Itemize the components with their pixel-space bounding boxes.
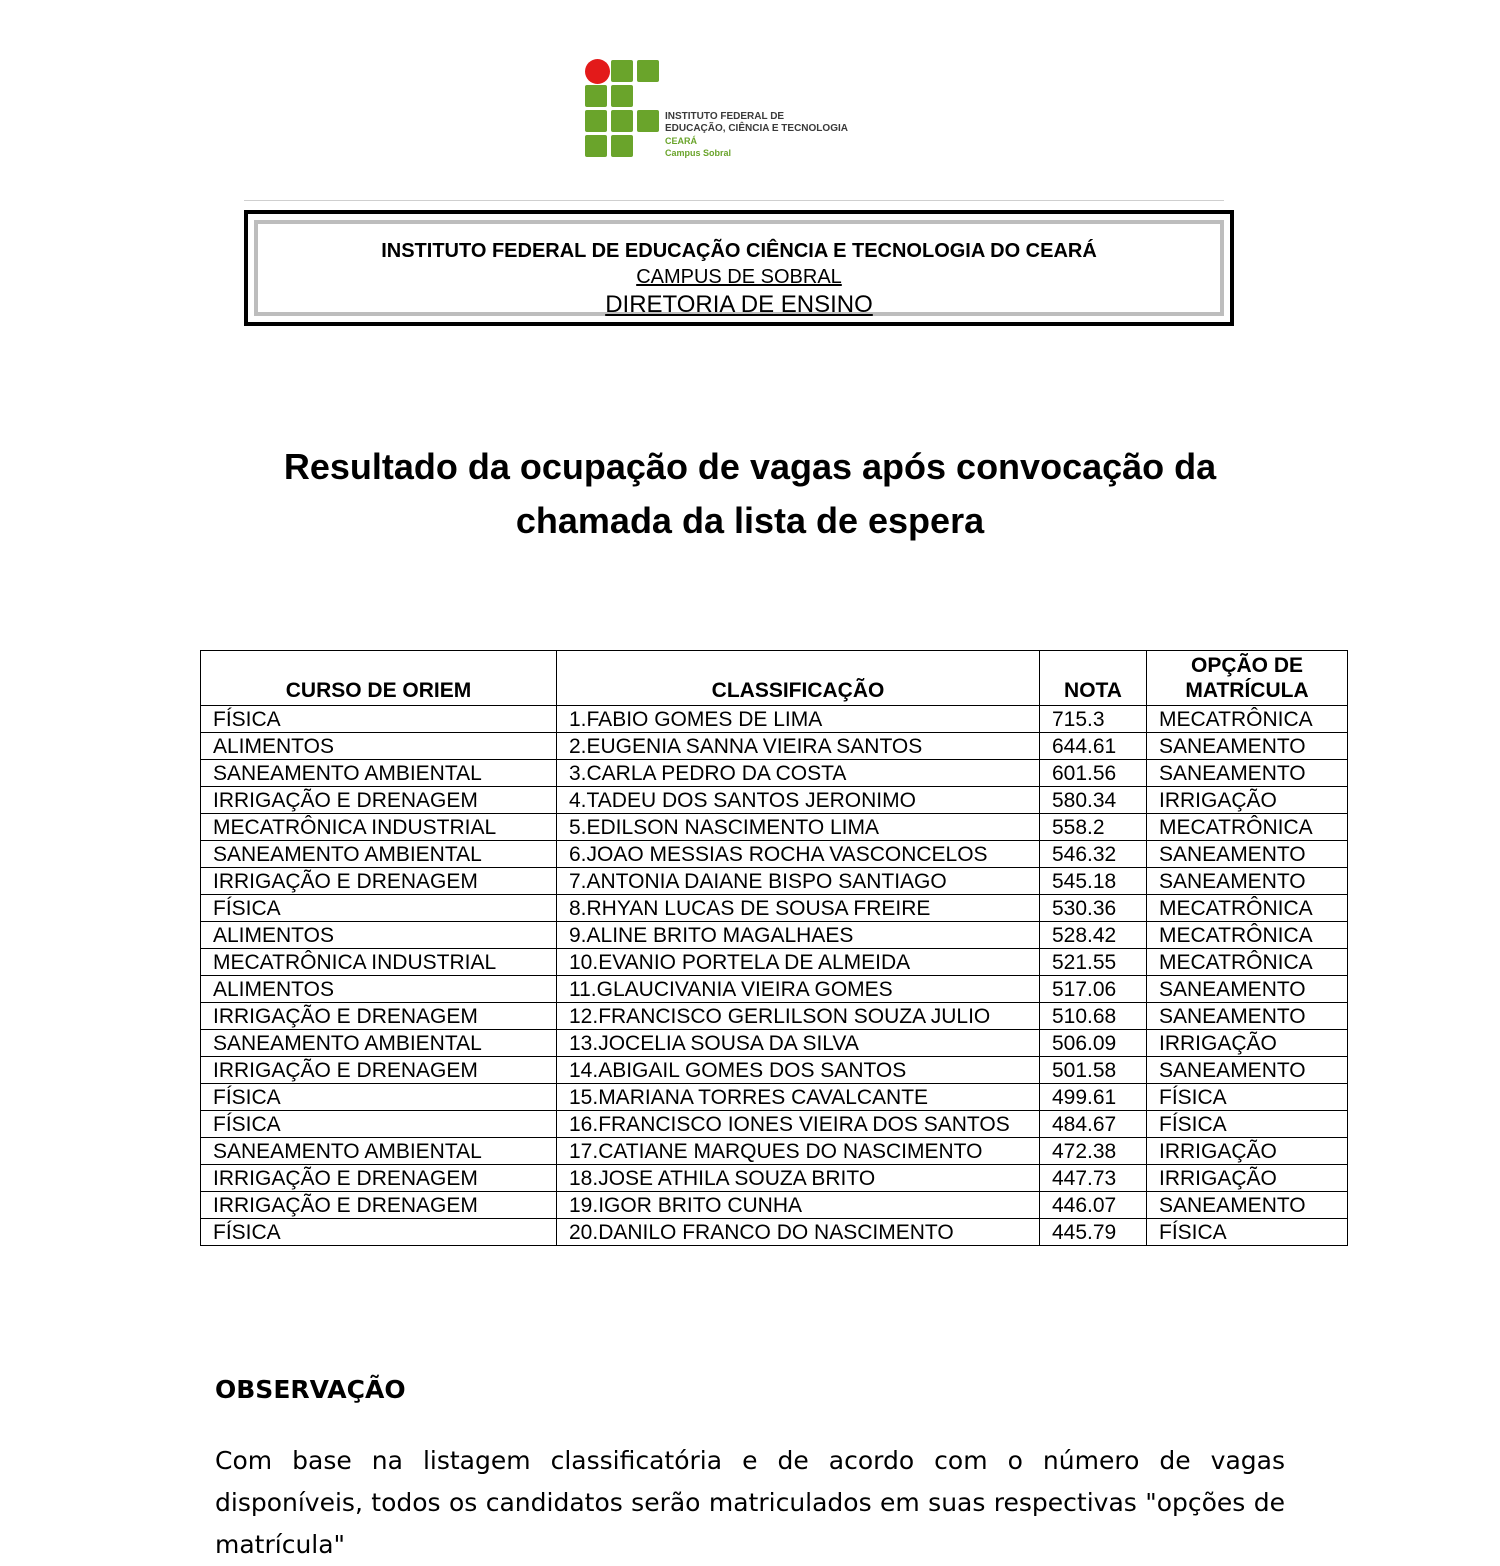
cell-course: FÍSICA (201, 1084, 557, 1111)
cell-score: 580.34 (1040, 787, 1147, 814)
cell-option: SANEAMENTO (1147, 841, 1348, 868)
table-row (201, 922, 1348, 949)
col-header-option: OPÇÃO DE MATRÍCULA (1147, 651, 1348, 706)
cell-option: SANEAMENTO (1147, 868, 1348, 895)
page-title-line2: chamada da lista de espera (515, 500, 985, 541)
table-row (201, 1165, 1348, 1192)
cell-option: SANEAMENTO (1147, 1192, 1348, 1219)
table-row (201, 1030, 1348, 1057)
institute-logo (583, 58, 863, 160)
cell-course: FÍSICA (201, 1111, 557, 1138)
cell-course: ALIMENTOS (201, 922, 557, 949)
cell-classification: 6.JOAO MESSIAS ROCHA VASCONCELOS (557, 841, 1040, 868)
cell-course: SANEAMENTO AMBIENTAL (201, 1030, 557, 1057)
table-row (201, 814, 1348, 841)
col-header-classification: CLASSIFICAÇÃO (557, 651, 1040, 706)
table-row (201, 1084, 1348, 1111)
header-box (244, 210, 1234, 326)
cell-classification: 5.EDILSON NASCIMENTO LIMA (557, 814, 1040, 841)
cell-option: IRRIGAÇÃO (1147, 1165, 1348, 1192)
cell-course: FÍSICA (201, 706, 557, 733)
institution-name: INSTITUTO FEDERAL DE EDUCAÇÃO CIÊNCIA E TECNOLOGIA DO CEARÁ (381, 240, 1097, 262)
cell-classification: 18.JOSE ATHILA SOUZA BRITO (557, 1165, 1040, 1192)
cell-course: ALIMENTOS (201, 733, 557, 760)
table-row (201, 895, 1348, 922)
cell-course: IRRIGAÇÃO E DRENAGEM (201, 1165, 557, 1192)
cell-score: 528.42 (1040, 922, 1147, 949)
cell-score: 644.61 (1040, 733, 1147, 760)
cell-score: 499.61 (1040, 1084, 1147, 1111)
cell-option: SANEAMENTO (1147, 1057, 1348, 1084)
cell-course: MECATRÔNICA INDUSTRIAL (201, 814, 557, 841)
cell-score: 445.79 (1040, 1219, 1147, 1246)
logo-text-line4: Campus Sobral (665, 148, 732, 158)
cell-course: IRRIGAÇÃO E DRENAGEM (201, 1057, 557, 1084)
table-row (201, 1057, 1348, 1084)
cell-score: 484.67 (1040, 1111, 1147, 1138)
logo-text-line1: INSTITUTO FEDERAL DE (665, 111, 785, 122)
cell-option: MECATRÔNICA (1147, 706, 1348, 733)
cell-course: IRRIGAÇÃO E DRENAGEM (201, 1192, 557, 1219)
table-row (201, 949, 1348, 976)
cell-course: IRRIGAÇÃO E DRENAGEM (201, 787, 557, 814)
cell-score: 715.3 (1040, 706, 1147, 733)
cell-score: 501.58 (1040, 1057, 1147, 1084)
cell-course: SANEAMENTO AMBIENTAL (201, 760, 557, 787)
cell-classification: 8.RHYAN LUCAS DE SOUSA FREIRE (557, 895, 1040, 922)
cell-option: FÍSICA (1147, 1219, 1348, 1246)
table-row (201, 787, 1348, 814)
cell-course: IRRIGAÇÃO E DRENAGEM (201, 1003, 557, 1030)
cell-option: MECATRÔNICA (1147, 814, 1348, 841)
table-row (201, 760, 1348, 787)
cell-course: IRRIGAÇÃO E DRENAGEM (201, 868, 557, 895)
table-row (201, 1138, 1348, 1165)
cell-option: MECATRÔNICA (1147, 949, 1348, 976)
cell-option: SANEAMENTO (1147, 760, 1348, 787)
cell-score: 446.07 (1040, 1192, 1147, 1219)
table-row (201, 1219, 1348, 1246)
table-row (201, 841, 1348, 868)
cell-score: 521.55 (1040, 949, 1147, 976)
results-table (200, 650, 1348, 1246)
table-row (201, 1192, 1348, 1219)
cell-score: 530.36 (1040, 895, 1147, 922)
cell-course: MECATRÔNICA INDUSTRIAL (201, 949, 557, 976)
table-header-row (201, 651, 1348, 706)
cell-score: 472.38 (1040, 1138, 1147, 1165)
cell-classification: 10.EVANIO PORTELA DE ALMEIDA (557, 949, 1040, 976)
cell-classification: 14.ABIGAIL GOMES DOS SANTOS (557, 1057, 1040, 1084)
logo-text-line2: EDUCAÇÃO, CIÊNCIA E TECNOLOGIA (665, 123, 848, 134)
cell-option: FÍSICA (1147, 1111, 1348, 1138)
cell-classification: 17.CATIANE MARQUES DO NASCIMENTO (557, 1138, 1040, 1165)
cell-option: IRRIGAÇÃO (1147, 1138, 1348, 1165)
cell-score: 510.68 (1040, 1003, 1147, 1030)
col-header-score: NOTA (1040, 651, 1147, 706)
cell-score: 447.73 (1040, 1165, 1147, 1192)
cell-score: 546.32 (1040, 841, 1147, 868)
cell-classification: 1.FABIO GOMES DE LIMA (557, 706, 1040, 733)
table-row (201, 733, 1348, 760)
cell-course: FÍSICA (201, 895, 557, 922)
cell-score: 506.09 (1040, 1030, 1147, 1057)
table-row (201, 1111, 1348, 1138)
logo-text-line3: CEARÁ (665, 136, 698, 146)
cell-course: ALIMENTOS (201, 976, 557, 1003)
page-title (200, 440, 1300, 548)
cell-classification: 11.GLAUCIVANIA VIEIRA GOMES (557, 976, 1040, 1003)
directorate-name: DIRETORIA DE ENSINO (605, 291, 873, 318)
campus-name: CAMPUS DE SOBRAL (636, 266, 842, 288)
table-row (201, 1003, 1348, 1030)
cell-option: SANEAMENTO (1147, 976, 1348, 1003)
table-row (201, 868, 1348, 895)
cell-classification: 19.IGOR BRITO CUNHA (557, 1192, 1040, 1219)
observation-title: OBSERVAÇÃO (215, 1375, 406, 1404)
cell-course: SANEAMENTO AMBIENTAL (201, 841, 557, 868)
cell-option: SANEAMENTO (1147, 733, 1348, 760)
cell-score: 517.06 (1040, 976, 1147, 1003)
cell-classification: 2.EUGENIA SANNA VIEIRA SANTOS (557, 733, 1040, 760)
cell-course: SANEAMENTO AMBIENTAL (201, 1138, 557, 1165)
cell-score: 558.2 (1040, 814, 1147, 841)
cell-option: FÍSICA (1147, 1084, 1348, 1111)
table-row (201, 976, 1348, 1003)
cell-classification: 20.DANILO FRANCO DO NASCIMENTO (557, 1219, 1040, 1246)
cell-option: IRRIGAÇÃO (1147, 1030, 1348, 1057)
observation-text: Com base na listagem classificatória e de acordo com o número de vagas disponíveis, todos os candidatos serão matriculados em suas respectivas "opções de matrícula" (215, 1446, 1285, 1559)
cell-classification: 12.FRANCISCO GERLILSON SOUZA JULIO (557, 1003, 1040, 1030)
logo-red-dot (585, 59, 610, 84)
col-header-course: CURSO DE ORIEM (201, 651, 557, 706)
cell-classification: 7.ANTONIA DAIANE BISPO SANTIAGO (557, 868, 1040, 895)
table-body (201, 706, 1348, 1246)
cell-option: MECATRÔNICA (1147, 922, 1348, 949)
page-title-line1: Resultado da ocupação de vagas após convocação da (283, 446, 1217, 487)
cell-option: MECATRÔNICA (1147, 895, 1348, 922)
cell-score: 545.18 (1040, 868, 1147, 895)
cell-classification: 15.MARIANA TORRES CAVALCANTE (557, 1084, 1040, 1111)
table-row (201, 706, 1348, 733)
cell-option: SANEAMENTO (1147, 1003, 1348, 1030)
cell-classification: 16.FRANCISCO IONES VIEIRA DOS SANTOS (557, 1111, 1040, 1138)
cell-score: 601.56 (1040, 760, 1147, 787)
cell-option: IRRIGAÇÃO (1147, 787, 1348, 814)
header-divider (244, 200, 1224, 201)
cell-classification: 3.CARLA PEDRO DA COSTA (557, 760, 1040, 787)
cell-classification: 13.JOCELIA SOUSA DA SILVA (557, 1030, 1040, 1057)
cell-classification: 4.TADEU DOS SANTOS JERONIMO (557, 787, 1040, 814)
cell-course: FÍSICA (201, 1219, 557, 1246)
cell-classification: 9.ALINE BRITO MAGALHAES (557, 922, 1040, 949)
